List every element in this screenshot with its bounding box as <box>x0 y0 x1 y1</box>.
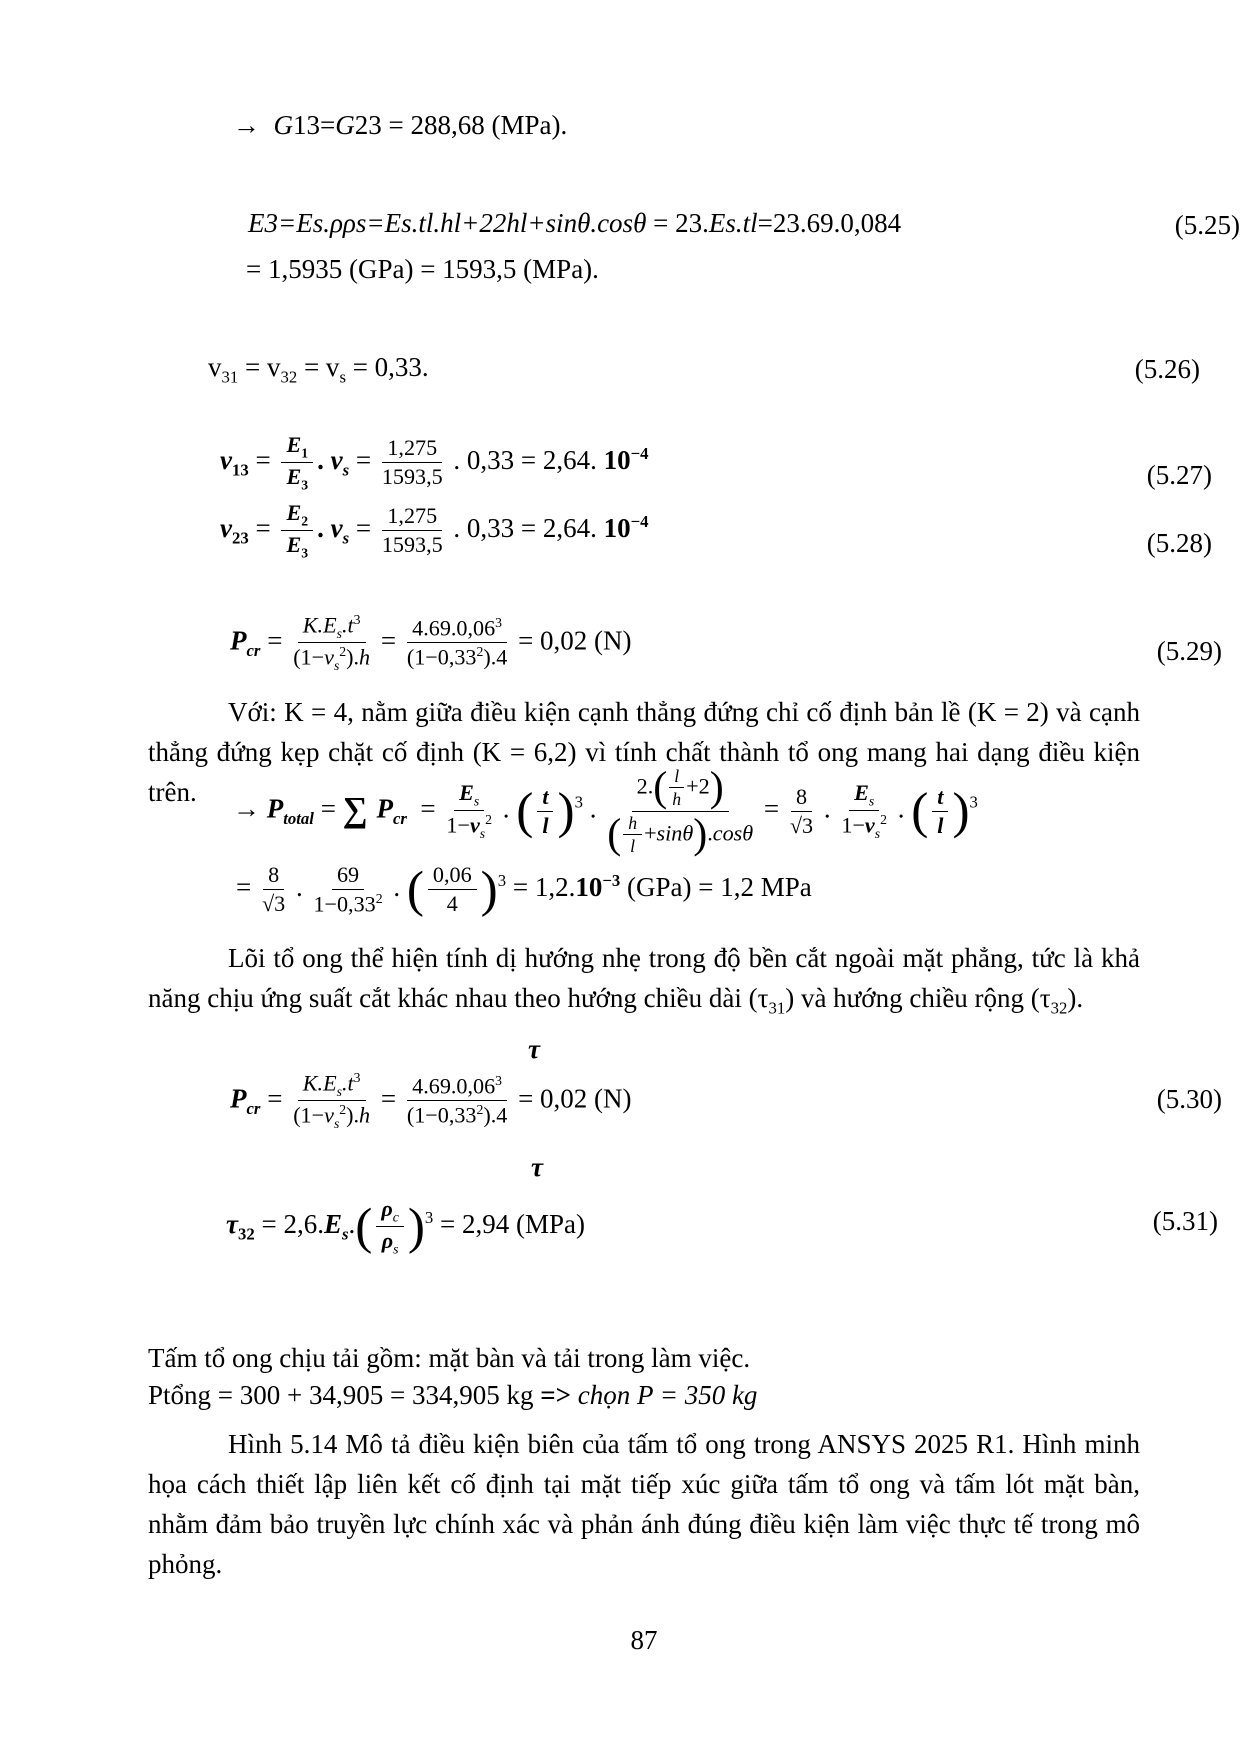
line-g13 <box>148 110 1225 141</box>
math-text: ). <box>1067 983 1084 1013</box>
math-text: = <box>248 445 278 476</box>
math-text: (1− <box>293 644 325 670</box>
fraction-denominator <box>286 531 308 562</box>
big-paren: ( <box>653 764 668 811</box>
subscript: s <box>868 793 875 809</box>
eq-5-26 <box>148 352 1200 387</box>
tau-2-text <box>531 1152 543 1182</box>
math-text: = 23. <box>646 208 709 238</box>
math-text: = 0,33. <box>345 352 429 382</box>
superscript: 3 <box>574 792 583 812</box>
math-text: . <box>317 445 331 476</box>
math-text: ∑ <box>342 790 377 830</box>
superscript: 2 <box>339 644 347 660</box>
math-text: t <box>937 783 944 809</box>
superscript: 2 <box>339 1102 347 1118</box>
math-text: Tấm tổ ong chịu tải gồm: mặt bàn và tải trong làm việc. <box>148 1343 751 1373</box>
math-text: = <box>349 445 378 476</box>
tau-1 <box>148 1034 1240 1065</box>
fraction-numerator <box>281 432 313 463</box>
math-text: = <box>260 1083 290 1114</box>
math-text: Với: K = 4, nằm giữa điều kiện cạnh thẳng đứng chỉ cố định bản lề (K = 2) và cạnh thẳng đứng kẹp chặt cố định (K = 6,2) vì tính chất thành tổ ong mang hai dạng điều kiện trên. <box>148 697 1140 807</box>
fraction-denominator <box>293 643 370 674</box>
subscript: s <box>339 367 346 387</box>
subscript: cr <box>392 809 407 829</box>
math-text: → <box>233 110 274 140</box>
subscript: 2 <box>301 513 309 529</box>
big-paren: ) <box>557 782 575 840</box>
subscript: 3 <box>301 477 309 493</box>
fraction-numerator <box>623 813 642 835</box>
superscript: 2 <box>476 644 484 660</box>
math-text: 10 <box>603 513 631 544</box>
subscript: 13 <box>231 460 249 480</box>
superscript: 3 <box>353 1070 361 1085</box>
big-paren: ) <box>480 860 498 918</box>
math-text: .t <box>341 1070 354 1096</box>
equation-number: (5.30) <box>1156 1084 1222 1114</box>
math-text: (GPa) = 1,2 MPa <box>620 871 812 902</box>
math-text: h <box>359 1102 371 1128</box>
math-text: (1−0,33 <box>406 644 477 670</box>
math-text: . <box>495 793 517 824</box>
math-text: v <box>220 513 232 544</box>
math-text: . <box>348 1209 356 1240</box>
math-text: = <box>374 625 403 656</box>
math-text: = <box>248 513 278 544</box>
big-paren: ( <box>406 860 424 918</box>
math-text: . <box>890 793 912 824</box>
math-text: ) và hướng chiều rộng (τ <box>785 983 1051 1013</box>
fraction-denominator <box>937 812 943 840</box>
math-text: 1,275 <box>387 435 438 461</box>
math-text: = 1,2. <box>506 871 576 902</box>
eq-5-27-text <box>220 432 649 494</box>
fraction <box>446 780 492 842</box>
eq-5-28-text <box>220 500 649 562</box>
fraction <box>537 784 553 839</box>
superscript: 3 <box>495 615 502 631</box>
para-hinh <box>148 1424 1140 1584</box>
math-text: sinθ <box>656 819 694 845</box>
math-text: E <box>286 432 302 457</box>
equation-number: (5.25) <box>1174 210 1240 240</box>
big-paren: ( <box>911 782 929 840</box>
math-text: v <box>324 644 334 670</box>
big-paren: ) <box>952 782 970 840</box>
math-text: t <box>542 783 549 809</box>
math-text: = <box>236 871 258 902</box>
math-text: . <box>317 513 331 544</box>
fraction-denominator <box>542 812 548 840</box>
subscript: c <box>392 1209 399 1225</box>
math-text: K.E <box>302 612 337 638</box>
equation-number: (5.31) <box>1152 1206 1218 1236</box>
subscript: cr <box>246 1098 261 1118</box>
math-text: 13= <box>293 110 336 140</box>
math-text: √3 <box>261 890 286 916</box>
line-8sqrt3-text <box>236 862 812 918</box>
math-text: .t <box>341 612 354 638</box>
math-text: 10 <box>575 871 603 902</box>
eq-5-31-text <box>226 1196 585 1258</box>
fraction-denominator <box>607 812 753 858</box>
eq-5-28 <box>148 500 1212 562</box>
subscript: 32 <box>1050 998 1068 1018</box>
superscript: 3 <box>969 792 978 812</box>
subscript: 32 <box>237 1224 255 1244</box>
math-text: P <box>230 625 247 656</box>
subscript: 1 <box>301 445 309 461</box>
math-text: G <box>335 110 355 140</box>
eq-5-30 <box>148 1070 1222 1133</box>
math-text: . <box>582 793 604 824</box>
math-text: l <box>630 835 636 856</box>
math-text: Lõi tổ ong thể hiện tính dị hướng nhẹ trong độ bền cắt ngoài mặt phẳng, tức là khả năng chịu ứng suất cắt khác nhau theo hướng chiều dài (τ <box>148 943 1140 1013</box>
superscript: −3 <box>602 870 621 890</box>
math-text: K.E <box>302 1070 337 1096</box>
math-text: E3=Es.ρρs=Es.tl.hl+22hl+sinθ.cosθ <box>248 208 647 238</box>
math-text: = v <box>297 352 340 382</box>
line-gpa <box>148 254 1238 285</box>
tau-1-text <box>528 1034 540 1064</box>
fraction <box>407 615 507 671</box>
math-text: h <box>359 644 371 670</box>
superscript: −4 <box>630 444 649 464</box>
math-text: (1− <box>293 1102 325 1128</box>
math-text: = <box>349 513 378 544</box>
math-text: v <box>469 812 480 838</box>
fraction <box>376 1196 404 1258</box>
math-text: E <box>459 780 474 806</box>
math-text: l <box>937 812 944 838</box>
superscript: 3 <box>353 612 361 627</box>
superscript: 3 <box>495 1073 502 1089</box>
fraction <box>281 500 313 562</box>
line-tam-text <box>148 1338 1140 1378</box>
fraction-numerator <box>382 503 442 531</box>
subscript: 31 <box>221 367 239 387</box>
eq-5-26-text <box>208 352 429 387</box>
math-text: ).4 <box>483 644 508 670</box>
fraction <box>313 862 382 918</box>
math-text: 8 <box>268 862 280 888</box>
fraction <box>623 813 642 858</box>
subscript: 32 <box>280 367 298 387</box>
big-paren: ( <box>516 782 534 840</box>
fraction-numerator <box>407 615 507 643</box>
big-paren: ) <box>407 1198 425 1256</box>
math-text: 4 <box>446 890 458 916</box>
fraction-denominator <box>286 463 308 494</box>
math-text: chọn P = 350 kg <box>577 1380 758 1410</box>
math-text: 1− <box>841 812 865 838</box>
math-text: . <box>707 819 713 845</box>
fraction-denominator <box>790 812 813 840</box>
fraction-denominator <box>407 643 507 671</box>
math-text: 4.69.0,06 <box>412 1073 496 1099</box>
math-text: 1593,5 <box>381 463 443 489</box>
math-text: τ <box>531 1152 543 1182</box>
line-ptong-text <box>148 1380 757 1411</box>
math-text: . <box>289 871 310 902</box>
fraction <box>293 612 370 675</box>
fraction-denominator <box>446 811 492 842</box>
math-text: 4.69.0,06 <box>412 615 496 641</box>
subscript: s <box>336 625 342 641</box>
fraction-numerator <box>791 784 812 812</box>
fraction-denominator <box>262 890 285 918</box>
line-ptong <box>148 1380 1140 1411</box>
math-text: P <box>230 1083 247 1114</box>
math-text: = <box>406 793 443 824</box>
math-text: 1,275 <box>387 503 438 529</box>
fraction-numerator <box>407 1073 507 1101</box>
eq-5-25-text <box>248 208 901 239</box>
eq-5-25 <box>148 208 1240 239</box>
math-text: = 2,6. <box>254 1209 324 1240</box>
fraction <box>428 862 477 917</box>
page-number: 87 <box>630 1625 658 1655</box>
math-text: v <box>208 352 222 382</box>
math-text: . <box>386 871 407 902</box>
line-tam <box>148 1338 1140 1378</box>
subscript: s <box>342 460 350 480</box>
math-text: =23.69.0,084 <box>757 208 902 238</box>
math-text: ρ <box>381 1227 394 1253</box>
math-text: 2. <box>636 773 654 799</box>
math-text: 10 <box>603 445 631 476</box>
fraction-numerator <box>632 766 729 812</box>
math-text: E <box>286 531 302 557</box>
math-text: Es.tl <box>708 208 758 238</box>
math-text: v <box>330 445 343 476</box>
fraction-denominator <box>630 835 635 857</box>
math-text: E <box>323 1209 342 1240</box>
math-text: E <box>286 500 302 525</box>
math-text: 8 <box>795 783 808 809</box>
fraction-denominator <box>841 811 887 842</box>
eq-ptotal <box>148 766 1225 857</box>
math-text: 1− <box>446 812 470 838</box>
math-text: 1593,5 <box>381 531 443 557</box>
superscript: −4 <box>630 512 649 532</box>
math-text: ). <box>346 644 360 670</box>
subscript: 31 <box>768 998 786 1018</box>
big-paren: ) <box>709 764 724 811</box>
subscript: s <box>874 826 881 842</box>
math-text: v <box>324 1102 334 1128</box>
subscript: s <box>342 528 350 548</box>
fraction <box>790 784 813 839</box>
subscript: s <box>393 1241 399 1257</box>
para-loi-text <box>148 938 1140 1028</box>
fraction-denominator <box>447 890 458 918</box>
equation-number: (5.29) <box>1156 636 1222 666</box>
superscript: 2 <box>485 812 492 828</box>
fraction-numerator <box>382 435 442 463</box>
subscript: cr <box>246 640 261 660</box>
fraction-numerator <box>263 862 284 890</box>
math-text: h <box>628 812 638 833</box>
math-text: → <box>233 793 267 824</box>
math-text: P <box>376 793 393 824</box>
fraction <box>407 1073 507 1129</box>
fraction-denominator <box>313 890 382 918</box>
subscript: s <box>473 793 480 809</box>
math-text: E <box>854 780 869 806</box>
fraction-numerator <box>298 612 366 643</box>
eq-ptotal-text <box>233 766 978 857</box>
fraction <box>382 435 443 490</box>
fraction-denominator <box>672 788 681 810</box>
superscript: 2 <box>880 812 887 828</box>
fraction-numerator <box>669 766 684 788</box>
math-text: 0,06 <box>432 862 472 888</box>
math-text: + <box>644 819 657 845</box>
fraction-numerator <box>454 780 484 811</box>
big-paren: ) <box>693 810 708 857</box>
fraction <box>293 1070 370 1133</box>
math-text: = <box>374 1083 403 1114</box>
math-text: +2 <box>686 773 710 799</box>
fraction-numerator <box>932 784 948 812</box>
math-text: (1−0,33 <box>406 1102 477 1128</box>
math-text: 23 = 288,68 (MPa). <box>354 110 568 140</box>
math-text: √3 <box>789 812 814 838</box>
fraction <box>382 503 443 558</box>
fraction <box>281 432 313 494</box>
math-text: v <box>330 513 343 544</box>
big-paren: ( <box>355 1198 373 1256</box>
subscript: 23 <box>231 528 249 548</box>
eq-5-27 <box>148 432 1212 494</box>
fraction-numerator <box>376 1196 404 1227</box>
math-text: = 0,02 (N) <box>511 1083 632 1114</box>
fraction <box>607 766 753 857</box>
fraction <box>262 862 285 917</box>
fraction-denominator <box>382 463 443 491</box>
superscript: 3 <box>424 1208 434 1228</box>
fraction-numerator <box>537 784 553 812</box>
math-text: cosθ <box>712 819 754 845</box>
fraction-numerator <box>298 1070 366 1101</box>
math-text: v <box>220 445 232 476</box>
math-text: v <box>864 812 875 838</box>
line-g13-text <box>233 110 567 141</box>
subscript: s <box>479 826 486 842</box>
subscript: s <box>333 658 340 674</box>
line-gpa-text <box>246 254 599 285</box>
fraction-numerator <box>332 862 364 890</box>
math-text: = 0,02 (N) <box>511 625 632 656</box>
math-text: 69 <box>336 862 360 887</box>
math-text: = 2,94 (MPa) <box>433 1209 586 1240</box>
subscript: s <box>333 1116 340 1132</box>
superscript: 2 <box>375 890 383 906</box>
math-text: = <box>260 625 290 656</box>
subscript: 3 <box>301 545 309 561</box>
para-hinh-text <box>148 1424 1140 1584</box>
math-text: . 0,33 = 2,64. <box>446 445 604 476</box>
math-text: = v <box>238 352 281 382</box>
fraction-denominator <box>382 1227 399 1258</box>
math-text: ). <box>346 1102 360 1128</box>
math-text: h <box>672 789 682 810</box>
equation-number: (5.26) <box>1134 354 1200 384</box>
big-paren: ( <box>607 810 622 857</box>
fraction-denominator <box>382 531 443 559</box>
math-text: ρ <box>381 1196 393 1221</box>
math-text: τ <box>226 1209 238 1240</box>
fraction-numerator <box>281 500 313 531</box>
math-text: . <box>817 793 838 824</box>
fraction <box>669 766 684 811</box>
math-text: Hình 5.14 Mô tả điều kiện biên của tấm tổ ong trong ANSYS 2025 R1. Hình minh họa cách thiết lập liên kết cố định tại mặt tiếp xúc giữa tấm tổ ong và tấm lót mặt bàn, nhằm đảm bảo truyền lực chính xác và phản ánh đúng điều kiện làm việc thực tế trong mô phỏng. <box>148 1429 1140 1579</box>
fraction <box>932 784 948 839</box>
superscript: 3 <box>497 870 507 890</box>
eq-5-29-text <box>230 612 632 675</box>
subscript: s <box>336 1083 342 1099</box>
math-text: l <box>674 766 680 786</box>
math-text: ).4 <box>483 1102 508 1128</box>
superscript: 2 <box>476 1102 484 1118</box>
para-loi <box>148 938 1140 1028</box>
math-text: . 0,33 = 2,64. <box>446 513 604 544</box>
subscript: total <box>283 809 314 829</box>
math-text: G <box>273 110 293 140</box>
math-text: = <box>313 793 343 824</box>
math-text: = <box>757 793 786 824</box>
math-text: Ptổng = 300 + 34,905 = 334,905 kg <box>148 1380 541 1410</box>
fraction-denominator <box>407 1101 507 1129</box>
math-text: τ <box>528 1034 540 1064</box>
eq-5-29 <box>148 612 1222 675</box>
line-8sqrt3 <box>148 862 1228 918</box>
tau-2 <box>148 1152 1240 1183</box>
math-text: => <box>540 1380 578 1410</box>
math-text: l <box>542 812 549 838</box>
subscript: s <box>341 1224 349 1244</box>
eq-5-31 <box>148 1196 1218 1258</box>
math-text: P <box>266 793 284 824</box>
equation-number: (5.28) <box>1146 528 1212 558</box>
equation-number: (5.27) <box>1146 460 1212 490</box>
math-text: = 1,5935 (GPa) = 1593,5 (MPa). <box>246 254 599 284</box>
math-text: 1−0,33 <box>313 890 376 916</box>
fraction-numerator <box>849 780 879 811</box>
math-text: E <box>286 463 302 489</box>
fraction <box>841 780 887 842</box>
fraction-denominator <box>293 1101 370 1132</box>
fraction-numerator <box>428 862 477 890</box>
eq-5-30-text <box>230 1070 632 1133</box>
